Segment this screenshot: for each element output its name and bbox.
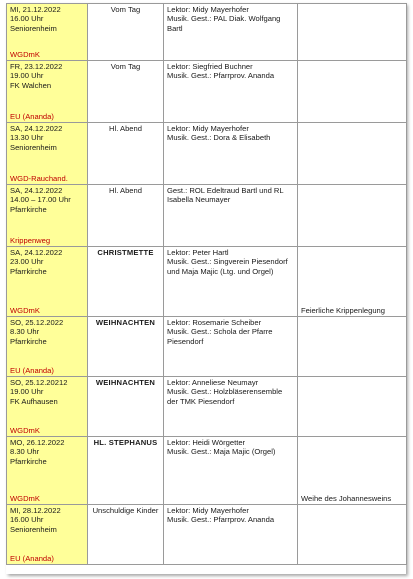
- schedule-row: [7, 377, 407, 437]
- music-text: Musik. Gest.: Pfarrprov. Ananda: [167, 71, 275, 81]
- lector-text: Lektor: Siegfried Buchner: [167, 62, 253, 71]
- music-text: Musik. Gest.: Pfarrprov. Ananda: [167, 515, 275, 525]
- date-cell: [7, 505, 88, 565]
- lector-text: Lektor: Midy Mayerhofer: [167, 506, 249, 515]
- feast-cell: [88, 247, 164, 317]
- feast-cell: [88, 61, 164, 123]
- ministers-cell: [164, 4, 298, 61]
- service-time: 19.00 Uhr: [10, 71, 44, 81]
- feast-name: Vom Tag: [110, 62, 141, 71]
- note-text: Feierliche Krippenlegung: [301, 305, 386, 315]
- service-place: Pfarrkirche: [10, 456, 47, 466]
- lector-text: Gest.: ROL Edeltraud Bartl und RL Isabella Neumayer: [167, 186, 284, 205]
- feast-cell: [88, 437, 164, 505]
- service-group: Krippenweg: [10, 235, 51, 245]
- service-place: Seniorenheim: [10, 142, 57, 152]
- service-group: WGDmK: [10, 425, 40, 435]
- ministers-cell: [164, 123, 298, 185]
- service-time: 23.00 Uhr: [10, 257, 44, 267]
- service-place: Pfarrkirche: [10, 266, 47, 276]
- date-cell: [7, 185, 88, 247]
- service-group: WGDmK: [10, 493, 40, 503]
- feast-cell: [88, 505, 164, 565]
- service-time: 8.30 Uhr: [10, 327, 40, 337]
- ministers-cell: [164, 247, 298, 317]
- note-cell: [298, 317, 407, 377]
- note-cell: [298, 377, 407, 437]
- ministers-cell: [164, 377, 298, 437]
- lector-text: Lektor: Peter Hartl: [167, 248, 229, 257]
- service-group: EU (Ananda): [10, 111, 54, 121]
- service-place: Seniorenheim: [10, 23, 57, 33]
- service-date: SO, 25.12.2022: [10, 318, 64, 327]
- service-date: SO, 25.12.20212: [10, 378, 68, 387]
- feast-name: CHRISTMETTE: [97, 248, 154, 257]
- service-group: EU (Ananda): [10, 365, 54, 375]
- service-place: Pfarrkirche: [10, 204, 47, 214]
- service-time: 13.30 Uhr: [10, 133, 44, 143]
- feast-name: Unschuldige Kinder: [92, 506, 159, 515]
- document-page: [6, 3, 406, 574]
- service-place: FK Walchen: [10, 80, 52, 90]
- service-group: WGDmK: [10, 49, 40, 59]
- ministers-cell: [164, 437, 298, 505]
- schedule-row: [7, 185, 407, 247]
- note-text: Weihe des Johannesweins: [301, 493, 392, 503]
- service-place: Seniorenheim: [10, 524, 57, 534]
- schedule-row: [7, 123, 407, 185]
- note-cell: [298, 247, 407, 317]
- ministers-cell: [164, 505, 298, 565]
- service-place: FK Aufhausen: [10, 396, 58, 406]
- feast-cell: [88, 317, 164, 377]
- ministers-cell: [164, 317, 298, 377]
- feast-name: Hl. Abend: [109, 186, 142, 195]
- schedule-row: [7, 4, 407, 61]
- lector-text: Lektor: Anneliese Neumayr: [167, 378, 259, 387]
- service-time: 8.30 Uhr: [10, 447, 40, 457]
- note-cell: [298, 4, 407, 61]
- note-cell: [298, 61, 407, 123]
- note-cell: [298, 185, 407, 247]
- date-cell: [7, 123, 88, 185]
- music-text: Musik. Gest.: PAL Diak. Wolfgang Bartl: [167, 14, 281, 33]
- feast-cell: [88, 377, 164, 437]
- lector-text: Lektor: Midy Mayerhofer: [167, 124, 249, 133]
- music-text: Musik. Gest.: Singverein Piesendorf und Maja Majic (Ltg. und Orgel): [167, 257, 288, 276]
- date-cell: [7, 377, 88, 437]
- service-date: MI, 21.12.2022: [10, 5, 61, 14]
- service-date: FR, 23.12.2022: [10, 62, 63, 71]
- feast-name: HL. STEPHANUS: [93, 438, 158, 447]
- feast-cell: [88, 123, 164, 185]
- service-time: 14.00 – 17.00 Uhr: [10, 195, 71, 205]
- note-cell: [298, 437, 407, 505]
- service-place: Pfarrkirche: [10, 336, 47, 346]
- feast-name: Hl. Abend: [109, 124, 142, 133]
- feast-cell: [88, 4, 164, 61]
- feast-name: Vom Tag: [110, 5, 141, 14]
- music-text: Musik. Gest.: Maja Majic (Orgel): [167, 447, 276, 457]
- service-group: WGD-Rauchand.: [10, 173, 68, 183]
- feast-cell: [88, 185, 164, 247]
- service-date: SA, 24.12.2022: [10, 124, 63, 133]
- schedule-row: [7, 61, 407, 123]
- feast-name: WEIHNACHTEN: [95, 318, 156, 327]
- schedule-row: [7, 437, 407, 505]
- liturgy-schedule-table: [6, 3, 407, 565]
- schedule-row: [7, 317, 407, 377]
- ministers-cell: [164, 61, 298, 123]
- service-group: EU (Ananda): [10, 553, 54, 563]
- schedule-row: [7, 505, 407, 565]
- ministers-cell: [164, 185, 298, 247]
- music-text: Musik. Gest.: Dora & Elisabeth: [167, 133, 271, 143]
- service-time: 16.00 Uhr: [10, 14, 44, 24]
- schedule-row: [7, 247, 407, 317]
- service-time: 19.00 Uhr: [10, 387, 44, 397]
- service-date: SA, 24.12.2022: [10, 186, 63, 195]
- lector-text: Lektor: Rosemarie Scheiber: [167, 318, 262, 327]
- date-cell: [7, 247, 88, 317]
- note-cell: [298, 505, 407, 565]
- service-group: WGDmK: [10, 305, 40, 315]
- lector-text: Lektor: Heidi Wörgetter: [167, 438, 246, 447]
- note-cell: [298, 123, 407, 185]
- date-cell: [7, 437, 88, 505]
- date-cell: [7, 61, 88, 123]
- feast-name: WEIHNACHTEN: [95, 378, 156, 387]
- date-cell: [7, 4, 88, 61]
- lector-text: Lektor: Midy Mayerhofer: [167, 5, 249, 14]
- service-date: SA, 24.12.2022: [10, 248, 63, 257]
- service-date: MO, 26.12.2022: [10, 438, 65, 447]
- music-text: Musik. Gest.: Schola der Pfarre Piesendorf: [167, 327, 273, 346]
- date-cell: [7, 317, 88, 377]
- music-text: Musik. Gest.: Holzbläserensemble der TMK Piesendorf: [167, 387, 283, 406]
- service-time: 16.00 Uhr: [10, 515, 44, 525]
- service-date: MI, 28.12.2022: [10, 506, 61, 515]
